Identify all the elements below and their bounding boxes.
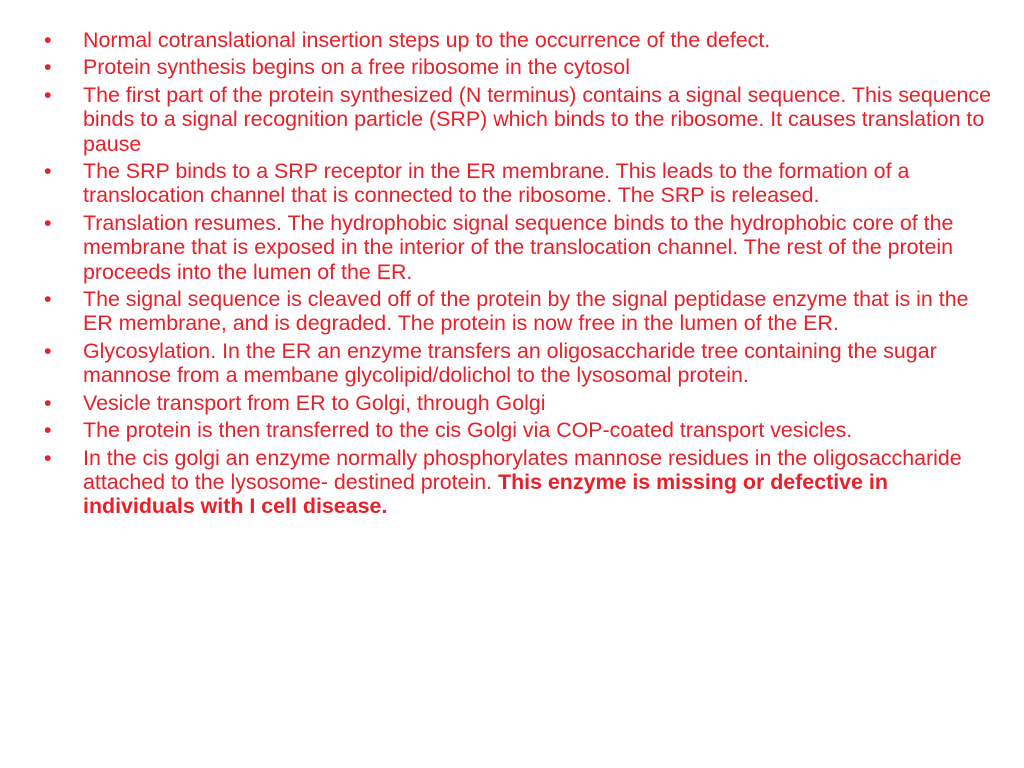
bullet-marker: • (44, 28, 52, 52)
bullet-item (44, 55, 1004, 79)
bullet-text: The signal sequence is cleaved off of the protein by the signal peptidase enzyme that is in the ER membrane, and is degraded. The protein is now free in the lumen of the ER. (83, 287, 969, 336)
bullet-text: Translation resumes. The hydrophobic signal sequence binds to the hydrophobic core of the membrane that is exposed in the interior of the translocation channel. The rest of the protein proceeds into the lumen of the ER. (83, 210, 954, 284)
bullet-text: The first part of the protein synthesized (N terminus) contains a signal sequence. This sequence binds to a signal recognition particle (SRP) which binds to the ribosome. It causes translation to pause (83, 82, 991, 156)
bullet-text: Normal cotranslational insertion steps up to the occurrence of the defect. (83, 28, 771, 52)
bullet-bold-text: This enzyme is missing or defective in individuals with I cell disease. (83, 469, 888, 519)
bullet-marker: • (44, 82, 52, 107)
bullet-marker: • (44, 445, 52, 470)
bullet-item (44, 446, 1004, 519)
bullet-item (44, 391, 1004, 415)
bullet-list (44, 28, 1004, 522)
bullet-item (44, 159, 1004, 208)
bullet-text: In the cis golgi an enzyme normally phosphorylates mannose residues in the oligosaccharide attached to the lysosome- destined protein. (83, 445, 962, 494)
bullet-item (44, 418, 1004, 442)
bullet-marker: • (44, 210, 52, 235)
bullet-marker: • (44, 55, 52, 80)
bullet-item (44, 339, 1004, 388)
bullet-marker: • (44, 287, 52, 312)
bullet-text: Protein synthesis begins on a free ribosome in the cytosol (83, 55, 630, 80)
bullet-item (44, 28, 1004, 52)
bullet-text: The SRP binds to a SRP receptor in the ER membrane. This leads to the formation of a translocation channel that is connected to the ribosome. The SRP is released. (83, 159, 910, 208)
bullet-text: Glycosylation. In the ER an enzyme transfers an oligosaccharide tree containing the sugar mannose from a membane glycolipid/dolichol to the lysosomal protein. (83, 338, 937, 388)
bullet-marker: • (44, 338, 52, 363)
bullet-item (44, 287, 1004, 336)
bullet-text: The protein is then transferred to the cis Golgi via COP-coated transport vesicles. (83, 418, 853, 443)
bullet-marker: • (44, 418, 52, 443)
bullet-marker: • (44, 159, 52, 184)
bullet-marker: • (44, 390, 52, 415)
bullet-item (44, 83, 1004, 156)
bullet-text: Vesicle transport from ER to Golgi, through Golgi (83, 390, 546, 415)
bullet-item (44, 211, 1004, 284)
